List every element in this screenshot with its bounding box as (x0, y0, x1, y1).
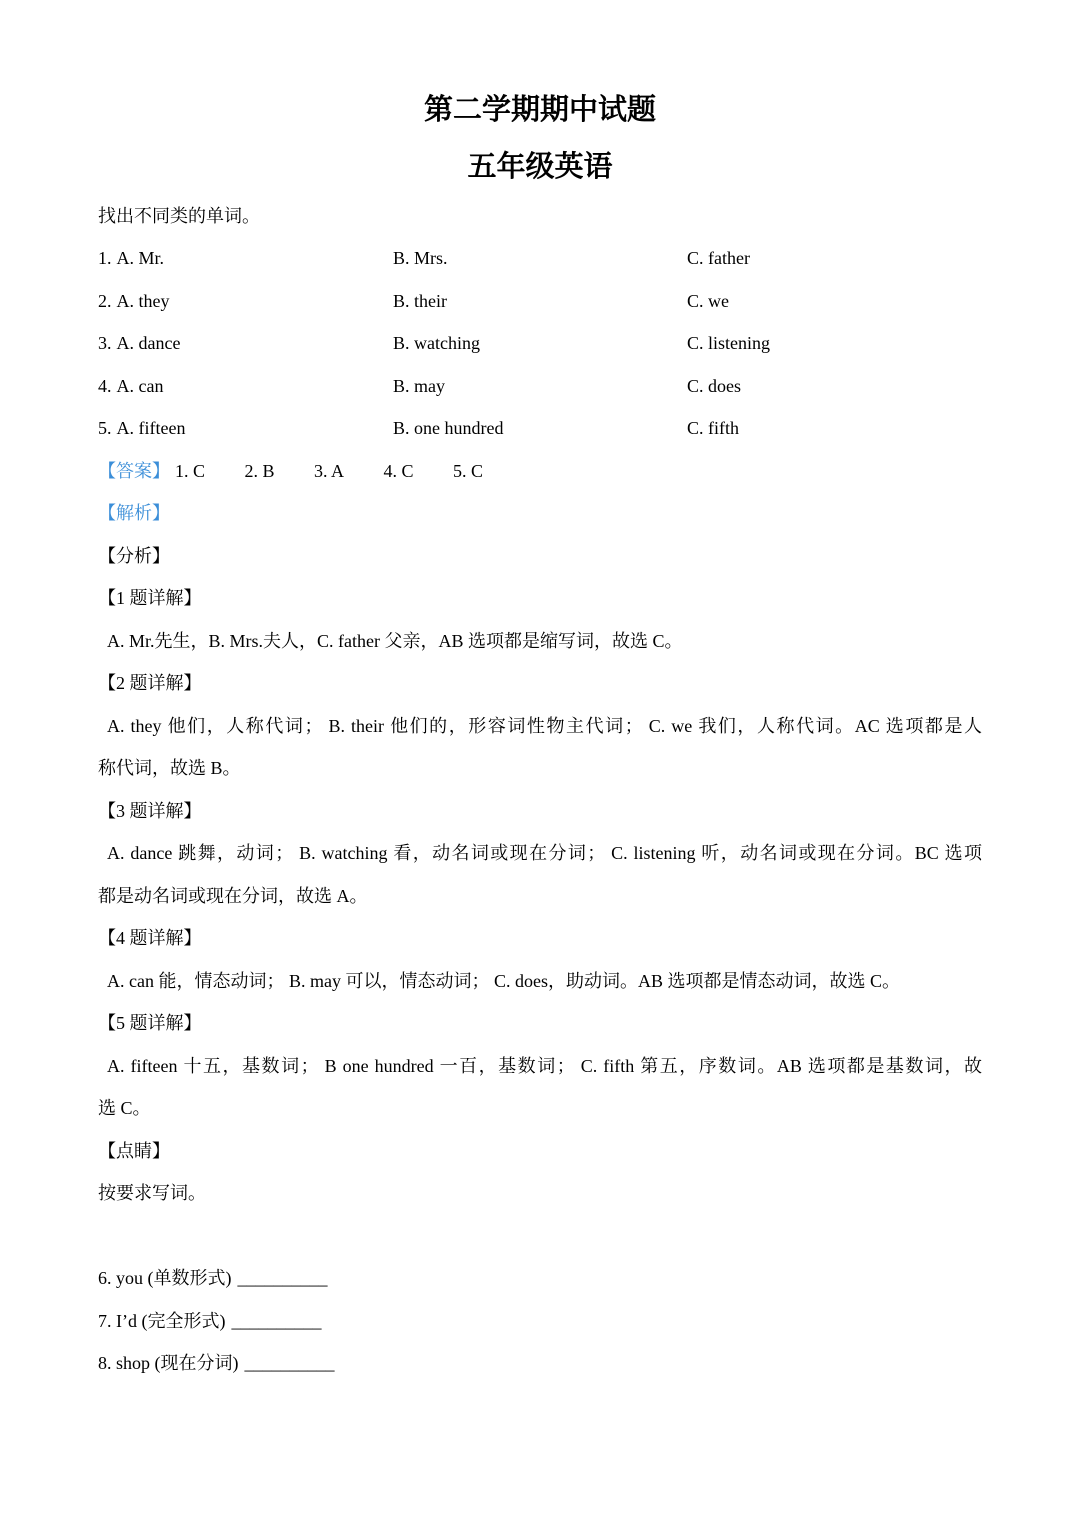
detail-line: A. can 能，情态动词； B. may 可以，情态动词； C. does，助动词。AB 选项都是情态动词，故选 C。 (107, 970, 900, 991)
fenxi-heading: 【分析】 (98, 545, 170, 566)
question-number: 2. (98, 290, 112, 311)
document-body (98, 195, 984, 1385)
detail-line: 称代词，故选 B。 (98, 758, 241, 779)
analysis-label: 【解析】 (98, 503, 170, 524)
question-row (98, 322, 984, 365)
detail-heading: 【2 题详解】 (98, 673, 202, 694)
detail-line: A. dance 跳舞，动词； B. watching 看，动名词或现在分词； C. listening 听，动名词或现在分词。BC 选项 (107, 843, 982, 864)
section1-instruction: 找出不同类的单词。 (98, 205, 260, 226)
fill-question-text: 8. shop (现在分词) (98, 1353, 239, 1374)
question-option-a (98, 365, 393, 408)
question-option-b: B. watching (393, 333, 480, 354)
question-row (98, 365, 984, 408)
detail-heading: 【4 题详解】 (98, 928, 202, 949)
question-number: 5. (98, 418, 112, 439)
spacer (98, 1215, 984, 1258)
question-number: 3. (98, 333, 112, 354)
fill-question (98, 1257, 984, 1300)
fill-question (98, 1342, 984, 1385)
question-row (98, 280, 984, 323)
fill-blank: __________ (244, 1353, 335, 1374)
question-option-a (98, 322, 393, 365)
question-number: 4. (98, 375, 112, 396)
fill-question (98, 1300, 984, 1343)
answer-label: 【答案】 (98, 460, 170, 481)
option-a-text: A. they (116, 290, 170, 311)
question-row (98, 407, 984, 450)
question-option-c: C. we (687, 290, 729, 311)
question-option-b: B. may (393, 375, 445, 396)
page-title: 第二学期期中试题 (423, 94, 656, 126)
question-option-c: C. does (687, 375, 741, 396)
dianjing-heading: 【点睛】 (98, 1140, 170, 1161)
answer-item: 2. B (244, 460, 275, 481)
question-option-a (98, 237, 393, 280)
question-option-a (98, 407, 393, 450)
detail-heading: 【1 题详解】 (98, 588, 202, 609)
fill-blank: __________ (237, 1268, 328, 1289)
detail-line: A. they 他们，人称代词； B. their 他们的，形容词性物主代词； C. we 我们，人称代词。AC 选项都是人 (107, 715, 982, 736)
question-option-c: C. father (687, 248, 750, 269)
question-option-b: B. one hundred (393, 418, 504, 439)
question-option-a (98, 280, 393, 323)
question-number: 1. (98, 248, 112, 269)
detail-heading: 【3 题详解】 (98, 800, 202, 821)
answer-line (98, 450, 984, 493)
detail-line: A. fifteen 十五，基数词； B one hundred 一百，基数词； C. fifth 第五，序数词。AB 选项都是基数词，故 (107, 1055, 982, 1076)
question-option-b: B. their (393, 290, 447, 311)
answer-item: 3. A (314, 460, 345, 481)
question-option-c: C. fifth (687, 418, 739, 439)
answer-item: 5. C (453, 460, 484, 481)
fill-blank: __________ (231, 1310, 322, 1331)
detail-line: A. Mr.先生，B. Mrs.夫人，C. father 父亲，AB 选项都是缩写词，故选 C。 (107, 630, 683, 651)
option-a-text: A. dance (116, 333, 181, 354)
option-a-text: A. fifteen (116, 418, 186, 439)
detail-heading: 【5 题详解】 (98, 1013, 202, 1034)
answer-item: 1. C (175, 460, 206, 481)
answer-item: 4. C (383, 460, 414, 481)
question-row (98, 237, 984, 280)
question-option-c: C. listening (687, 333, 771, 354)
answer-items (175, 461, 523, 481)
page-subtitle: 五年级英语 (467, 151, 613, 183)
option-a-text: A. Mr. (116, 248, 165, 269)
fill-question-text: 7. I’d (完全形式) (98, 1310, 226, 1331)
option-a-text: A. can (116, 375, 164, 396)
detail-line: 都是动名词或现在分词，故选 A。 (98, 885, 368, 906)
section2-instruction: 按要求写词。 (98, 1183, 206, 1204)
fill-question-text: 6. you (单数形式) (98, 1268, 232, 1289)
detail-line: 选 C。 (98, 1098, 151, 1119)
question-option-b: B. Mrs. (393, 248, 448, 269)
